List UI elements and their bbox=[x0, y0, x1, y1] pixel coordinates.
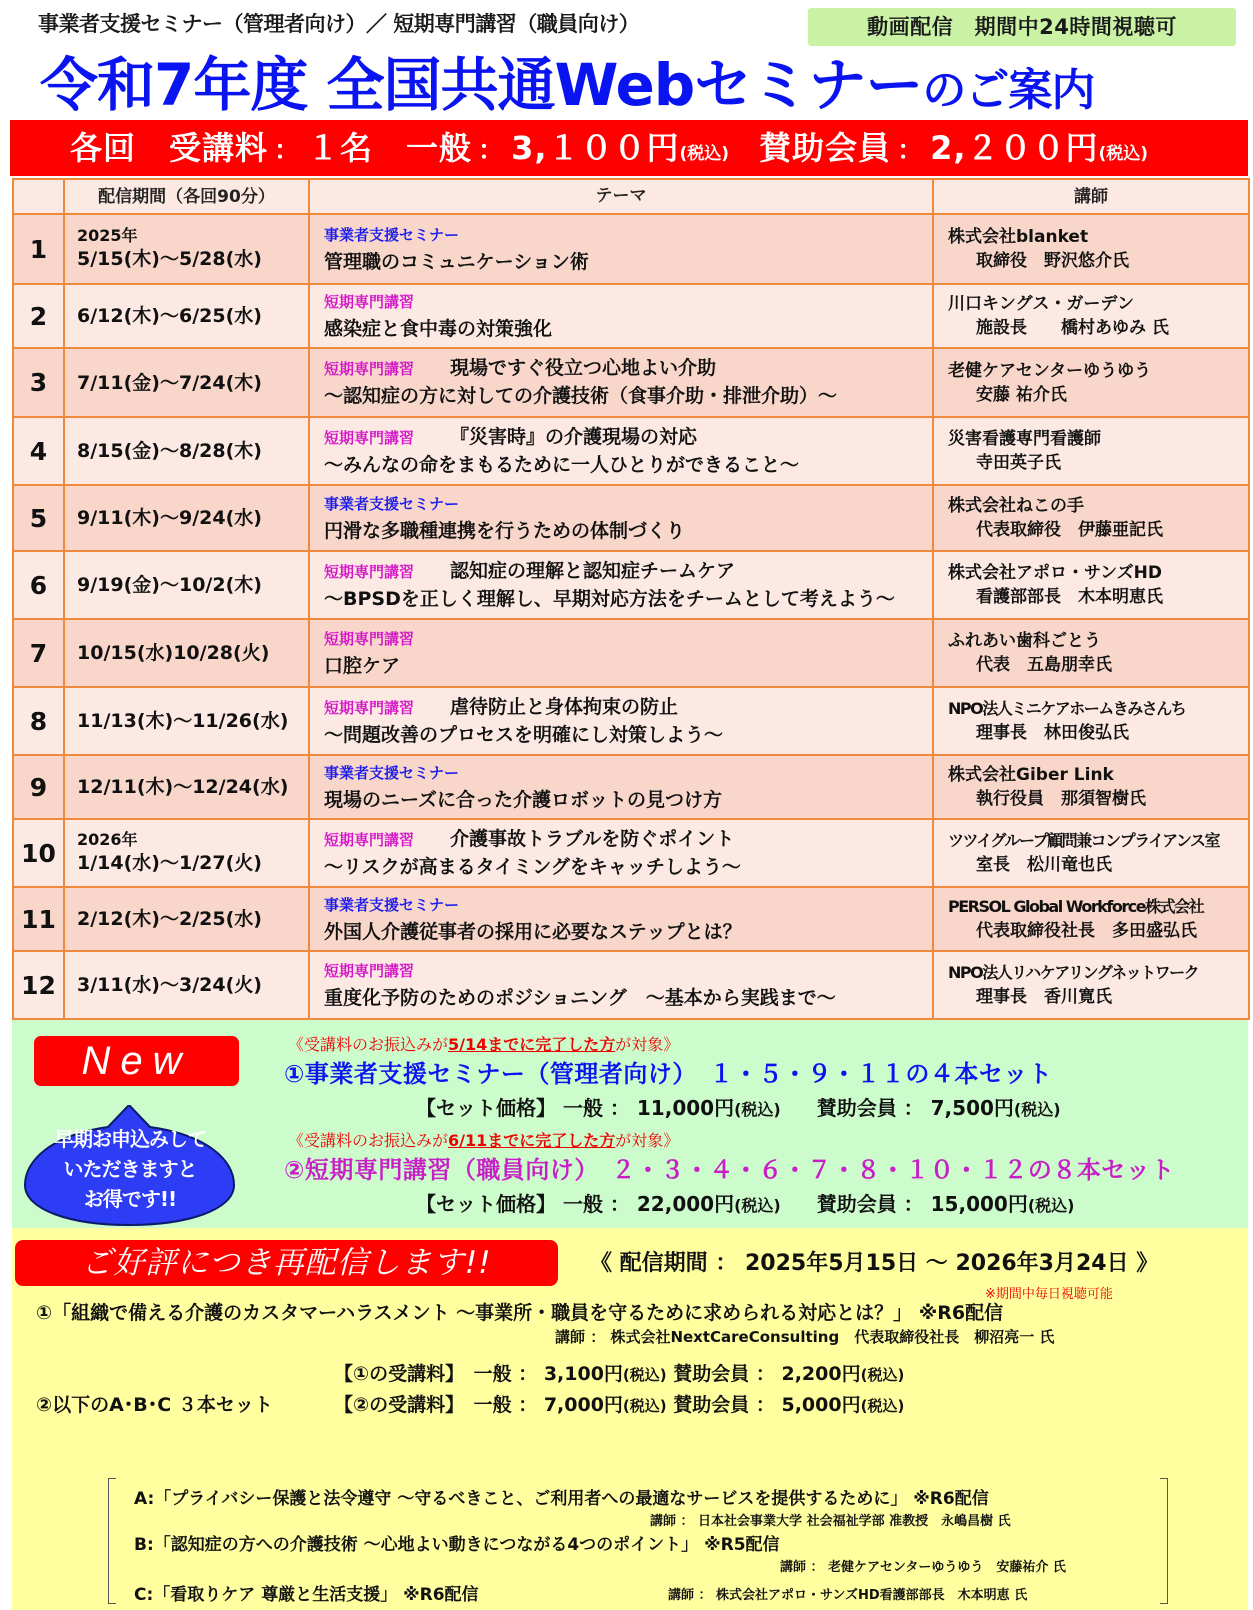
fee1-general: 【①の受講料】 一般 ： 3,100円 bbox=[334, 1363, 623, 1385]
category-label: 短期専門講習 bbox=[324, 428, 415, 447]
table-header-row bbox=[13, 179, 1249, 214]
lecturer-org: 株式会社blanket bbox=[948, 227, 1089, 247]
restream-B-title: B:「認知症の方への介護技術 ～心地よい動きにつながる4つのポイント」 ※R5配信 bbox=[134, 1535, 780, 1555]
year-label: 2025年 bbox=[77, 226, 138, 245]
cond-text: が対象》 bbox=[615, 1131, 680, 1150]
lecturer-org: 川口キングス・ガーデン bbox=[948, 294, 1134, 314]
bracket-left bbox=[108, 1478, 116, 1604]
session-lecturer bbox=[933, 887, 1249, 951]
restream-item2-title: ②以下のA･B･C ３本セット bbox=[36, 1394, 273, 1416]
lecturer-org: 老健ケアセンターゆうゆう bbox=[948, 360, 1152, 381]
table-row bbox=[13, 485, 1249, 551]
lecturer-org: NPO法人リハケアリングネットワーク bbox=[948, 963, 1199, 982]
lecturer-name: 寺田英子氏 bbox=[976, 453, 1061, 473]
session-number: 9 bbox=[13, 755, 64, 819]
set1-condition bbox=[288, 1032, 679, 1055]
session-lecturer bbox=[933, 687, 1249, 755]
theme-title: 口腔ケア bbox=[324, 655, 401, 677]
session-number: 3 bbox=[13, 348, 64, 417]
bubble-line: 早期お申込みして bbox=[54, 1127, 206, 1151]
session-period bbox=[64, 619, 309, 687]
fee-member-price: 2,２００円 bbox=[930, 129, 1099, 167]
session-theme bbox=[309, 951, 933, 1019]
session-lecturer bbox=[933, 485, 1249, 551]
session-period bbox=[64, 887, 309, 951]
theme-title: 管理職のコミュニケーション術 bbox=[324, 251, 589, 273]
table-row bbox=[13, 951, 1249, 1019]
restream-fee1 bbox=[334, 1359, 904, 1386]
session-theme bbox=[309, 687, 933, 755]
theme-title: 外国人介護従事者の採用に必要なステップとは？ bbox=[324, 921, 742, 943]
date-range: 6/12(木)～6/25(水) bbox=[77, 305, 262, 327]
fee-general-label: １名 一般 bbox=[307, 129, 473, 167]
table-row bbox=[13, 819, 1249, 887]
table-row bbox=[13, 551, 1249, 619]
restream-note: ※期間中毎日視聴可能 bbox=[985, 1287, 1113, 1302]
date-range: 11/13(木)～11/26(水) bbox=[77, 710, 289, 732]
lecturer-name: 室長 松川竜也氏 bbox=[976, 855, 1112, 875]
category-label: 短期専門講習 bbox=[324, 698, 415, 717]
theme-title: 『災害時』の介護現場の対応 bbox=[450, 425, 698, 448]
session-theme bbox=[309, 284, 933, 348]
theme-title: 介護事故トラブルを防ぐポイント bbox=[450, 827, 735, 850]
session-lecturer bbox=[933, 551, 1249, 619]
early-bird-message bbox=[35, 1124, 225, 1214]
set1-member-price: 賛助会員 ： 7,500円 bbox=[816, 1096, 1014, 1120]
date-range: 9/11(木)～9/24(水) bbox=[77, 507, 262, 529]
theme-subtitle: ～問題改善のプロセスを明確にし対策しよう～ bbox=[324, 723, 724, 746]
session-period bbox=[64, 687, 309, 755]
session-theme bbox=[309, 214, 933, 284]
lecturer-org: 災害看護専門看護師 bbox=[948, 429, 1101, 449]
lecturer-name: 看護部部長 木本明恵氏 bbox=[976, 587, 1163, 607]
tax-note: (税込) bbox=[1013, 1100, 1061, 1119]
restream-A-title: A:「プライバシー保護と法令遵守 ～守るべきこと、ご利用者への最適なサービスを提供するために」 ※R6配信 bbox=[134, 1489, 989, 1509]
restream-fee2 bbox=[334, 1390, 904, 1417]
lecturer-org: ふれあい歯科ごとう bbox=[948, 631, 1101, 651]
session-period bbox=[64, 284, 309, 348]
lecturer-org: 株式会社ねこの手 bbox=[948, 496, 1084, 516]
set2-member-price: 賛助会員 ： 15,000円 bbox=[816, 1192, 1028, 1216]
session-theme bbox=[309, 755, 933, 819]
page-subtitle: 事業者支援セミナー（管理者向け）／ 短期専門講習（職員向け） bbox=[38, 12, 640, 36]
lecturer-org: PERSOL Global Workforce株式会社 bbox=[948, 897, 1204, 916]
tax-note: (税込) bbox=[734, 1100, 781, 1119]
session-period bbox=[64, 755, 309, 819]
lecturer-org: 株式会社アポロ・サンズHD bbox=[948, 563, 1162, 583]
schedule-table bbox=[12, 178, 1250, 1020]
session-lecturer bbox=[933, 755, 1249, 819]
session-theme bbox=[309, 619, 933, 687]
category-label: 短期専門講習 bbox=[324, 562, 415, 581]
theme-subtitle: ～リスクが高まるタイミングをキャッチしよう～ bbox=[324, 855, 741, 878]
category-label: 短期専門講習 bbox=[324, 830, 415, 849]
tax-note: (税込) bbox=[734, 1196, 781, 1215]
session-period bbox=[64, 417, 309, 485]
restream-item1-title: ①「組織で備える介護のカスタマーハラスメント ～事業所・職員を守るために求められる対応とは？」 ※R6配信 bbox=[36, 1302, 1004, 1324]
restream-period: 《 配信期間 ： 2025年5月15日 ～ 2026年3月24日 》 bbox=[590, 1251, 1159, 1276]
fee-general-price: 3,１００円 bbox=[511, 129, 680, 167]
session-theme bbox=[309, 485, 933, 551]
lecturer-org: ツツイグループ顧問兼コンプライアンス室 bbox=[948, 831, 1220, 850]
lecturer-name: 取締役 野沢悠介氏 bbox=[976, 251, 1129, 271]
date-range: 10/15(水)10/28(火) bbox=[77, 642, 270, 664]
bubble-line: いただきますと bbox=[63, 1157, 197, 1181]
table-row bbox=[13, 214, 1249, 284]
category-label: 事業者支援セミナー bbox=[324, 226, 460, 244]
theme-title: 現場ですぐ役立つ心地よい介助 bbox=[450, 357, 717, 379]
session-period bbox=[64, 819, 309, 887]
table-row bbox=[13, 887, 1249, 951]
lecturer-name: 施設長 橋村あゆみ 氏 bbox=[976, 318, 1169, 338]
new-badge: New bbox=[34, 1036, 239, 1086]
session-number: 5 bbox=[13, 485, 64, 551]
session-lecturer bbox=[933, 819, 1249, 887]
fee-tax-note: (税込) bbox=[679, 144, 730, 164]
session-number: 10 bbox=[13, 819, 64, 887]
lecturer-name: 代表取締役社長 多田盛弘氏 bbox=[976, 921, 1197, 941]
session-theme bbox=[309, 417, 933, 485]
session-number: 1 bbox=[13, 214, 64, 284]
page-title bbox=[40, 52, 1094, 124]
theme-subtitle: ～認知症の方に対しての介護技術（食事介助・排泄介助）～ bbox=[324, 385, 838, 407]
fee-colon: ： bbox=[478, 136, 506, 166]
col-header-period: 配信期間（各回90分） bbox=[64, 179, 309, 214]
table-row bbox=[13, 348, 1249, 417]
restream-B-lecturer: 講師 ： 老健ケアセンターゆうゆう 安藤祐介 氏 bbox=[780, 1560, 1066, 1575]
cond-deadline: 6/11までに完了した方 bbox=[448, 1131, 616, 1150]
category-label: 短期専門講習 bbox=[324, 630, 415, 648]
col-header-theme: テーマ bbox=[309, 179, 933, 214]
fee-colon: ： bbox=[274, 136, 302, 166]
session-number: 8 bbox=[13, 687, 64, 755]
lecturer-name: 代表 五島朋幸氏 bbox=[976, 655, 1112, 675]
lecturer-name: 理事長 香川寛氏 bbox=[976, 987, 1112, 1007]
theme-title: 重度化予防のためのポジショニング ～基本から実践まで～ bbox=[324, 987, 836, 1009]
table-row bbox=[13, 619, 1249, 687]
bracket-right bbox=[1160, 1478, 1168, 1604]
tax-note: (税込) bbox=[622, 1366, 667, 1384]
fee-colon: ： bbox=[897, 136, 925, 166]
fee-banner bbox=[10, 120, 1248, 176]
date-range: 9/19(金)～10/2(木) bbox=[77, 574, 262, 596]
session-number: 11 bbox=[13, 887, 64, 951]
session-number: 6 bbox=[13, 551, 64, 619]
session-lecturer bbox=[933, 417, 1249, 485]
fee-prefix: 各回 受講料 bbox=[70, 129, 269, 167]
category-label: 短期専門講習 bbox=[324, 360, 415, 378]
session-number: 2 bbox=[13, 284, 64, 348]
cond-text: が対象》 bbox=[615, 1035, 680, 1054]
theme-subtitle: ～みんなの命をまもるために一人ひとりができること～ bbox=[324, 453, 800, 476]
theme-title: 現場のニーズに合った介護ロボットの見つけ方 bbox=[324, 789, 723, 811]
restream-item1-lecturer: 講師 ： 株式会社NextCareConsulting 代表取締役社長 柳沼亮一 氏 bbox=[555, 1328, 1055, 1346]
tax-note: (税込) bbox=[860, 1397, 905, 1415]
set2-price bbox=[416, 1188, 1074, 1217]
session-lecturer bbox=[933, 214, 1249, 284]
year-label: 2026年 bbox=[77, 830, 138, 849]
col-header-lecturer: 講師 bbox=[933, 179, 1249, 214]
col-header-number bbox=[13, 179, 64, 214]
set1-price bbox=[416, 1092, 1061, 1121]
theme-title: 虐待防止と身体拘束の防止 bbox=[450, 695, 679, 718]
session-period bbox=[64, 214, 309, 284]
fee-tax-note: (税込) bbox=[1098, 144, 1149, 164]
date-range: 5/15(木)～5/28(水) bbox=[77, 248, 262, 270]
lecturer-name: 代表取締役 伊藤亜記氏 bbox=[976, 520, 1163, 540]
session-theme bbox=[309, 551, 933, 619]
session-theme bbox=[309, 887, 933, 951]
lecturer-name: 安藤 祐介氏 bbox=[976, 384, 1067, 405]
cond-text: 《受講料のお振込みが bbox=[288, 1035, 449, 1054]
fee1-member: 賛助会員 ： 2,200円 bbox=[673, 1363, 861, 1385]
date-range: 2/12(木)～2/25(水) bbox=[77, 908, 262, 930]
session-number: 4 bbox=[13, 417, 64, 485]
session-lecturer bbox=[933, 348, 1249, 417]
set2-general-price: 【セット価格】 一般 ： 22,000円 bbox=[416, 1192, 735, 1216]
session-period bbox=[64, 348, 309, 417]
category-label: 事業者支援セミナー bbox=[324, 896, 460, 914]
session-period bbox=[64, 485, 309, 551]
set2-title: ②短期専門講習（職員向け） ２・３・４・６・７・８・１０・１２の８本セット bbox=[284, 1156, 1175, 1184]
set1-general-price: 【セット価格】 一般 ： 11,000円 bbox=[416, 1096, 735, 1120]
table-row bbox=[13, 284, 1249, 348]
category-label: 短期専門講習 bbox=[324, 293, 415, 311]
title-suffix: のご案内 bbox=[922, 65, 1095, 116]
category-label: 事業者支援セミナー bbox=[324, 495, 460, 513]
table-row bbox=[13, 417, 1249, 485]
table-row bbox=[13, 755, 1249, 819]
date-range: 8/15(金)～8/28(木) bbox=[77, 440, 262, 462]
session-theme bbox=[309, 819, 933, 887]
category-label: 短期専門講習 bbox=[324, 962, 415, 980]
tax-note: (税込) bbox=[622, 1397, 667, 1415]
title-main: 令和7年度 全国共通Webセミナー bbox=[40, 51, 923, 119]
tax-note: (税込) bbox=[1027, 1196, 1075, 1215]
fee2-general: 【②の受講料】 一般 ： 7,000円 bbox=[334, 1394, 623, 1416]
set1-title: ①事業者支援セミナー（管理者向け） １・５・９・１１の４本セット bbox=[284, 1060, 1053, 1088]
lecturer-name: 理事長 林田俊弘氏 bbox=[976, 723, 1129, 743]
session-lecturer bbox=[933, 284, 1249, 348]
cond-deadline: 5/14までに完了した方 bbox=[448, 1035, 616, 1054]
streaming-info-tag: 動画配信 期間中24時間視聴可 bbox=[808, 8, 1236, 46]
session-number: 12 bbox=[13, 951, 64, 1019]
session-number: 7 bbox=[13, 619, 64, 687]
date-range: 1/14(水)～1/27(火) bbox=[77, 852, 262, 874]
theme-title: 感染症と食中毒の対策強化 bbox=[324, 318, 553, 340]
date-range: 3/11(水)～3/24(火) bbox=[77, 974, 262, 996]
tax-note: (税込) bbox=[860, 1366, 905, 1384]
restream-C-title: C:「看取りケア 尊厳と生活支援」 ※R6配信 bbox=[134, 1585, 479, 1605]
date-range: 12/11(木)～12/24(水) bbox=[77, 776, 289, 798]
date-range: 7/11(金)～7/24(木) bbox=[77, 371, 262, 394]
restream-A-lecturer: 講師 ： 日本社会事業大学 社会福祉学部 准教授 永嶋昌樹 氏 bbox=[650, 1514, 1011, 1529]
table-row bbox=[13, 687, 1249, 755]
lecturer-name: 執行役員 那須智樹氏 bbox=[976, 789, 1146, 809]
cond-text: 《受講料のお振込みが bbox=[288, 1131, 449, 1150]
fee-member-label: 賛助会員 bbox=[759, 129, 892, 167]
session-period bbox=[64, 551, 309, 619]
lecturer-org: 株式会社Giber Link bbox=[948, 765, 1114, 785]
session-lecturer bbox=[933, 619, 1249, 687]
session-theme bbox=[309, 348, 933, 417]
theme-title: 認知症の理解と認知症チームケア bbox=[450, 559, 736, 582]
category-label: 事業者支援セミナー bbox=[324, 764, 460, 782]
session-period bbox=[64, 951, 309, 1019]
bubble-line: お得です!! bbox=[83, 1187, 177, 1211]
fee2-member: 賛助会員 ： 5,000円 bbox=[673, 1394, 861, 1416]
lecturer-org: NPO法人ミニケアホームきみさんち bbox=[948, 699, 1186, 718]
restream-C-lecturer: 講師 ： 株式会社アポロ・サンズHD看護部部長 木本明恵 氏 bbox=[668, 1588, 1028, 1603]
theme-subtitle: ～BPSDを正しく理解し、早期対応方法をチームとして考えよう～ bbox=[324, 587, 895, 610]
set2-condition bbox=[288, 1128, 679, 1151]
restream-badge: ご好評につき再配信します!! bbox=[15, 1240, 558, 1286]
theme-title: 円滑な多職種連携を行うための体制づくり bbox=[324, 520, 686, 542]
session-lecturer bbox=[933, 951, 1249, 1019]
